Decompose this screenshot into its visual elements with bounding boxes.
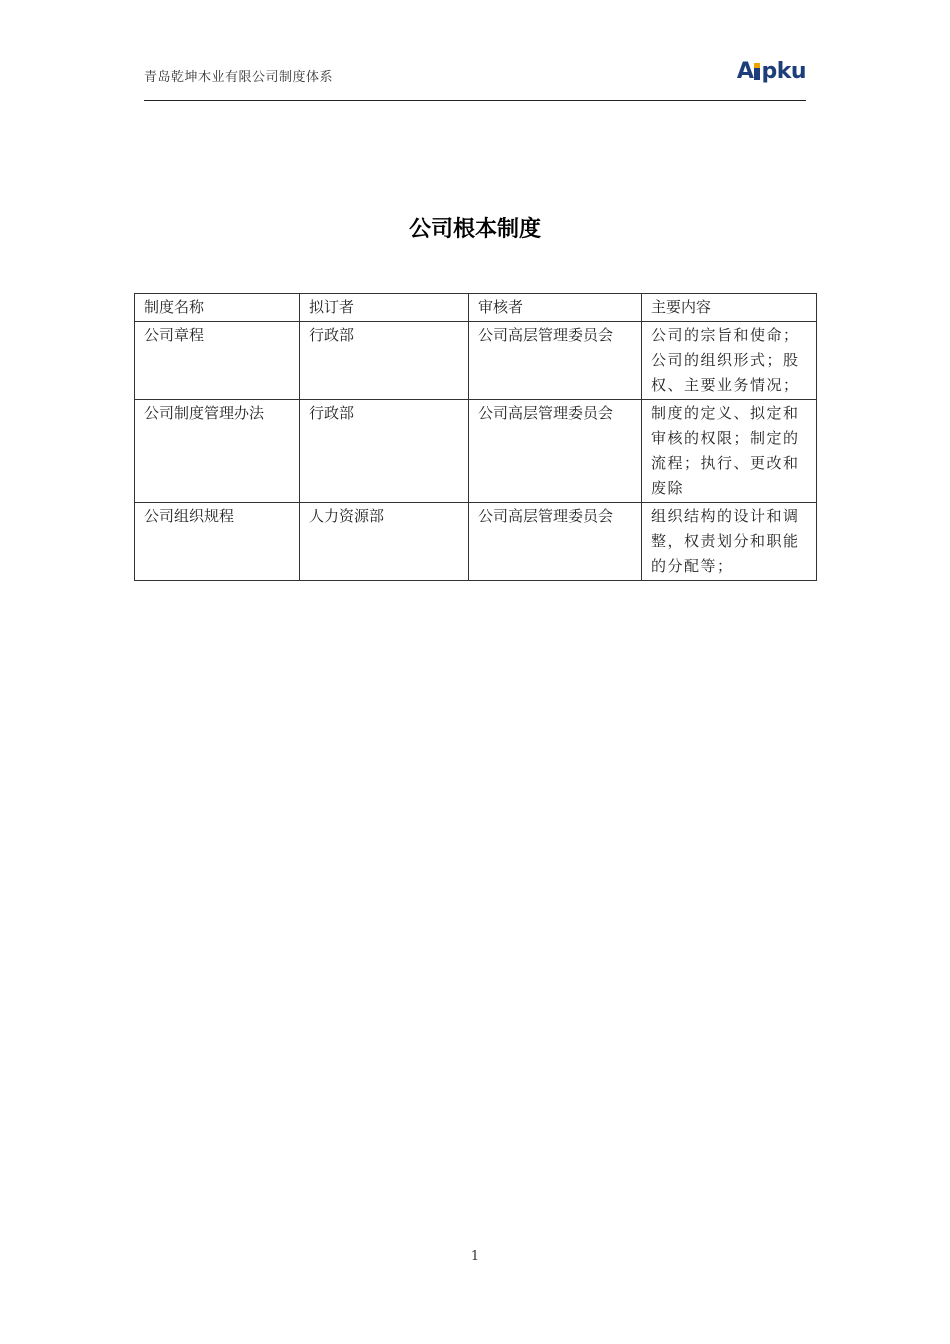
header-org-text: 青岛乾坤木业有限公司制度体系 (144, 70, 334, 85)
cell-content: 组织结构的设计和调整，权责划分和职能的分配等； (642, 503, 817, 581)
page-number: 1 (470, 1249, 480, 1264)
cell-content: 公司的宗旨和使命；公司的组织形式；股权、主要业务情况； (642, 322, 817, 400)
header-drafter: 拟订者 (300, 294, 469, 322)
company-logo (737, 58, 806, 84)
cell-drafter: 人力资源部 (300, 503, 469, 581)
cell-reviewer: 公司高层管理委员会 (469, 400, 642, 503)
header-content: 主要内容 (642, 294, 817, 322)
cell-reviewer: 公司高层管理委员会 (469, 503, 642, 581)
cell-name: 公司制度管理办法 (135, 400, 300, 503)
table-row (135, 400, 817, 503)
cell-name: 公司组织规程 (135, 503, 300, 581)
header-reviewer: 审核者 (469, 294, 642, 322)
cell-reviewer: 公司高层管理委员会 (469, 322, 642, 400)
header-name: 制度名称 (135, 294, 300, 322)
table-header-row (135, 294, 817, 322)
cell-name: 公司章程 (135, 322, 300, 400)
cell-content: 制度的定义、拟定和审核的权限；制定的流程；执行、更改和废除 (642, 400, 817, 503)
table-row (135, 322, 817, 400)
document-title: 公司根本制度 (408, 217, 541, 242)
logo-mark-icon (754, 63, 760, 80)
logo-text-right: pku (761, 58, 806, 84)
logo-text-left: A (736, 58, 754, 84)
table-row (135, 503, 817, 581)
page-header (144, 56, 806, 101)
cell-drafter: 行政部 (300, 400, 469, 503)
rules-table (134, 293, 817, 581)
cell-drafter: 行政部 (300, 322, 469, 400)
